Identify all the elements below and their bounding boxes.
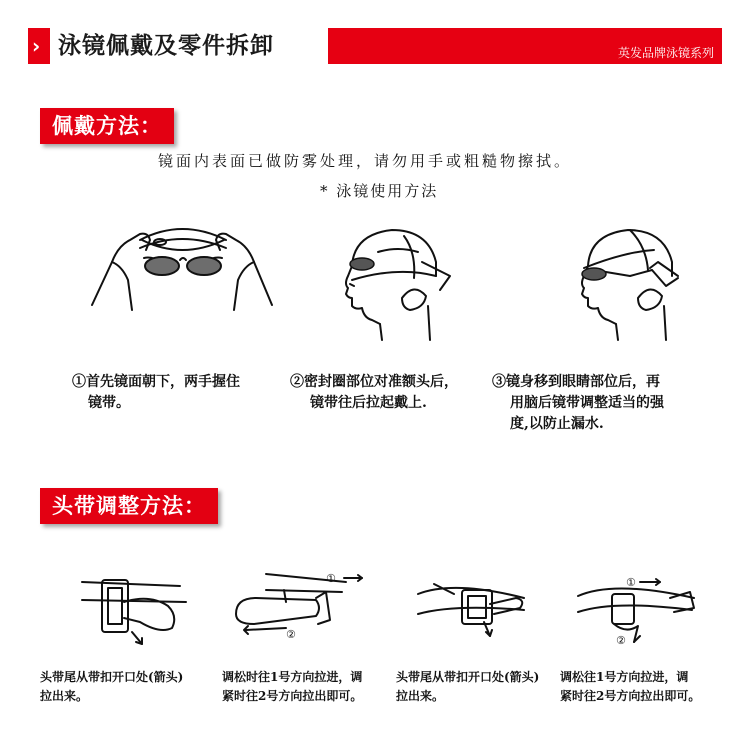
anti-fog-note: 镜面内表面已做防雾处理，请勿用手或粗糙物擦拭。 <box>158 152 573 170</box>
strap-step-3-line-1: 头带尾从带扣开口处(箭头) <box>396 670 540 684</box>
brand-series-label: 英发品牌泳镜系列 <box>617 46 714 60</box>
wearing-step-2-line-1: ②密封圈部位对准额头后， <box>290 374 458 390</box>
strap-step-2-line-2: 紧时往2号方向拉出即可。 <box>222 689 363 703</box>
marker-1-label-d: ① <box>626 576 636 589</box>
wearing-step-3-line-2: 用脑后镜带调整适当的强 <box>510 395 664 411</box>
strap-step-2-line-1: 调松时往1号方向拉进，调 <box>222 670 363 684</box>
wearing-step-2-line-2: 镜带往后拉起戴上. <box>310 395 427 411</box>
strap-step-1-line-1: 头带尾从带扣开口处(箭头) <box>40 670 184 684</box>
wearing-step-1-line-1: ①首先镜面朝下，两手握住 <box>72 374 240 390</box>
step2-head-forehead-illustration <box>318 222 458 350</box>
chevron-right-icon: › <box>32 34 41 58</box>
wearing-method-banner: 佩戴方法： <box>40 108 174 144</box>
step3-head-eyes-illustration <box>554 222 694 350</box>
marker-1-label: ① <box>326 572 336 585</box>
strap-step-3 <box>396 668 566 706</box>
strap-step-1 <box>40 668 220 706</box>
page-title: 泳镜佩戴及零件拆卸 <box>58 33 274 59</box>
marker-2-label-d: ② <box>616 634 626 647</box>
strap-adjust-banner: 头带调整方法： <box>40 488 218 524</box>
marker-2-label: ② <box>286 628 296 638</box>
page-header <box>28 28 722 64</box>
wearing-step-3-line-1: ③镜身移到眼睛部位后，再 <box>492 374 660 390</box>
strap-step1-illustration <box>80 572 190 652</box>
wearing-step-3-line-3: 度,以防止漏水. <box>510 416 604 432</box>
strap-step2-illustration <box>226 568 376 638</box>
wearing-step-2 <box>290 372 490 414</box>
header-title-area <box>28 28 328 64</box>
wearing-step-1-line-2: 镜带。 <box>88 395 130 411</box>
strap-step-4 <box>560 668 730 706</box>
step1-hands-goggles-illustration <box>82 210 282 320</box>
wearing-step-3 <box>492 372 702 435</box>
header-red-bar <box>328 28 722 64</box>
strap-step-4-line-2: 紧时往2号方向拉出即可。 <box>560 689 701 703</box>
strap-step-4-line-1: 调松往1号方向拉进，调 <box>560 670 689 684</box>
strap-step-1-line-2: 拉出来。 <box>40 689 89 703</box>
strap-step-3-line-2: 拉出来。 <box>396 689 445 703</box>
strap-step3-illustration <box>414 574 534 644</box>
usage-subtitle: * 泳镜使用方法 <box>320 182 439 200</box>
wearing-step-1 <box>72 372 282 414</box>
strap-step-2 <box>222 668 382 706</box>
strap-step4-illustration <box>574 568 704 648</box>
